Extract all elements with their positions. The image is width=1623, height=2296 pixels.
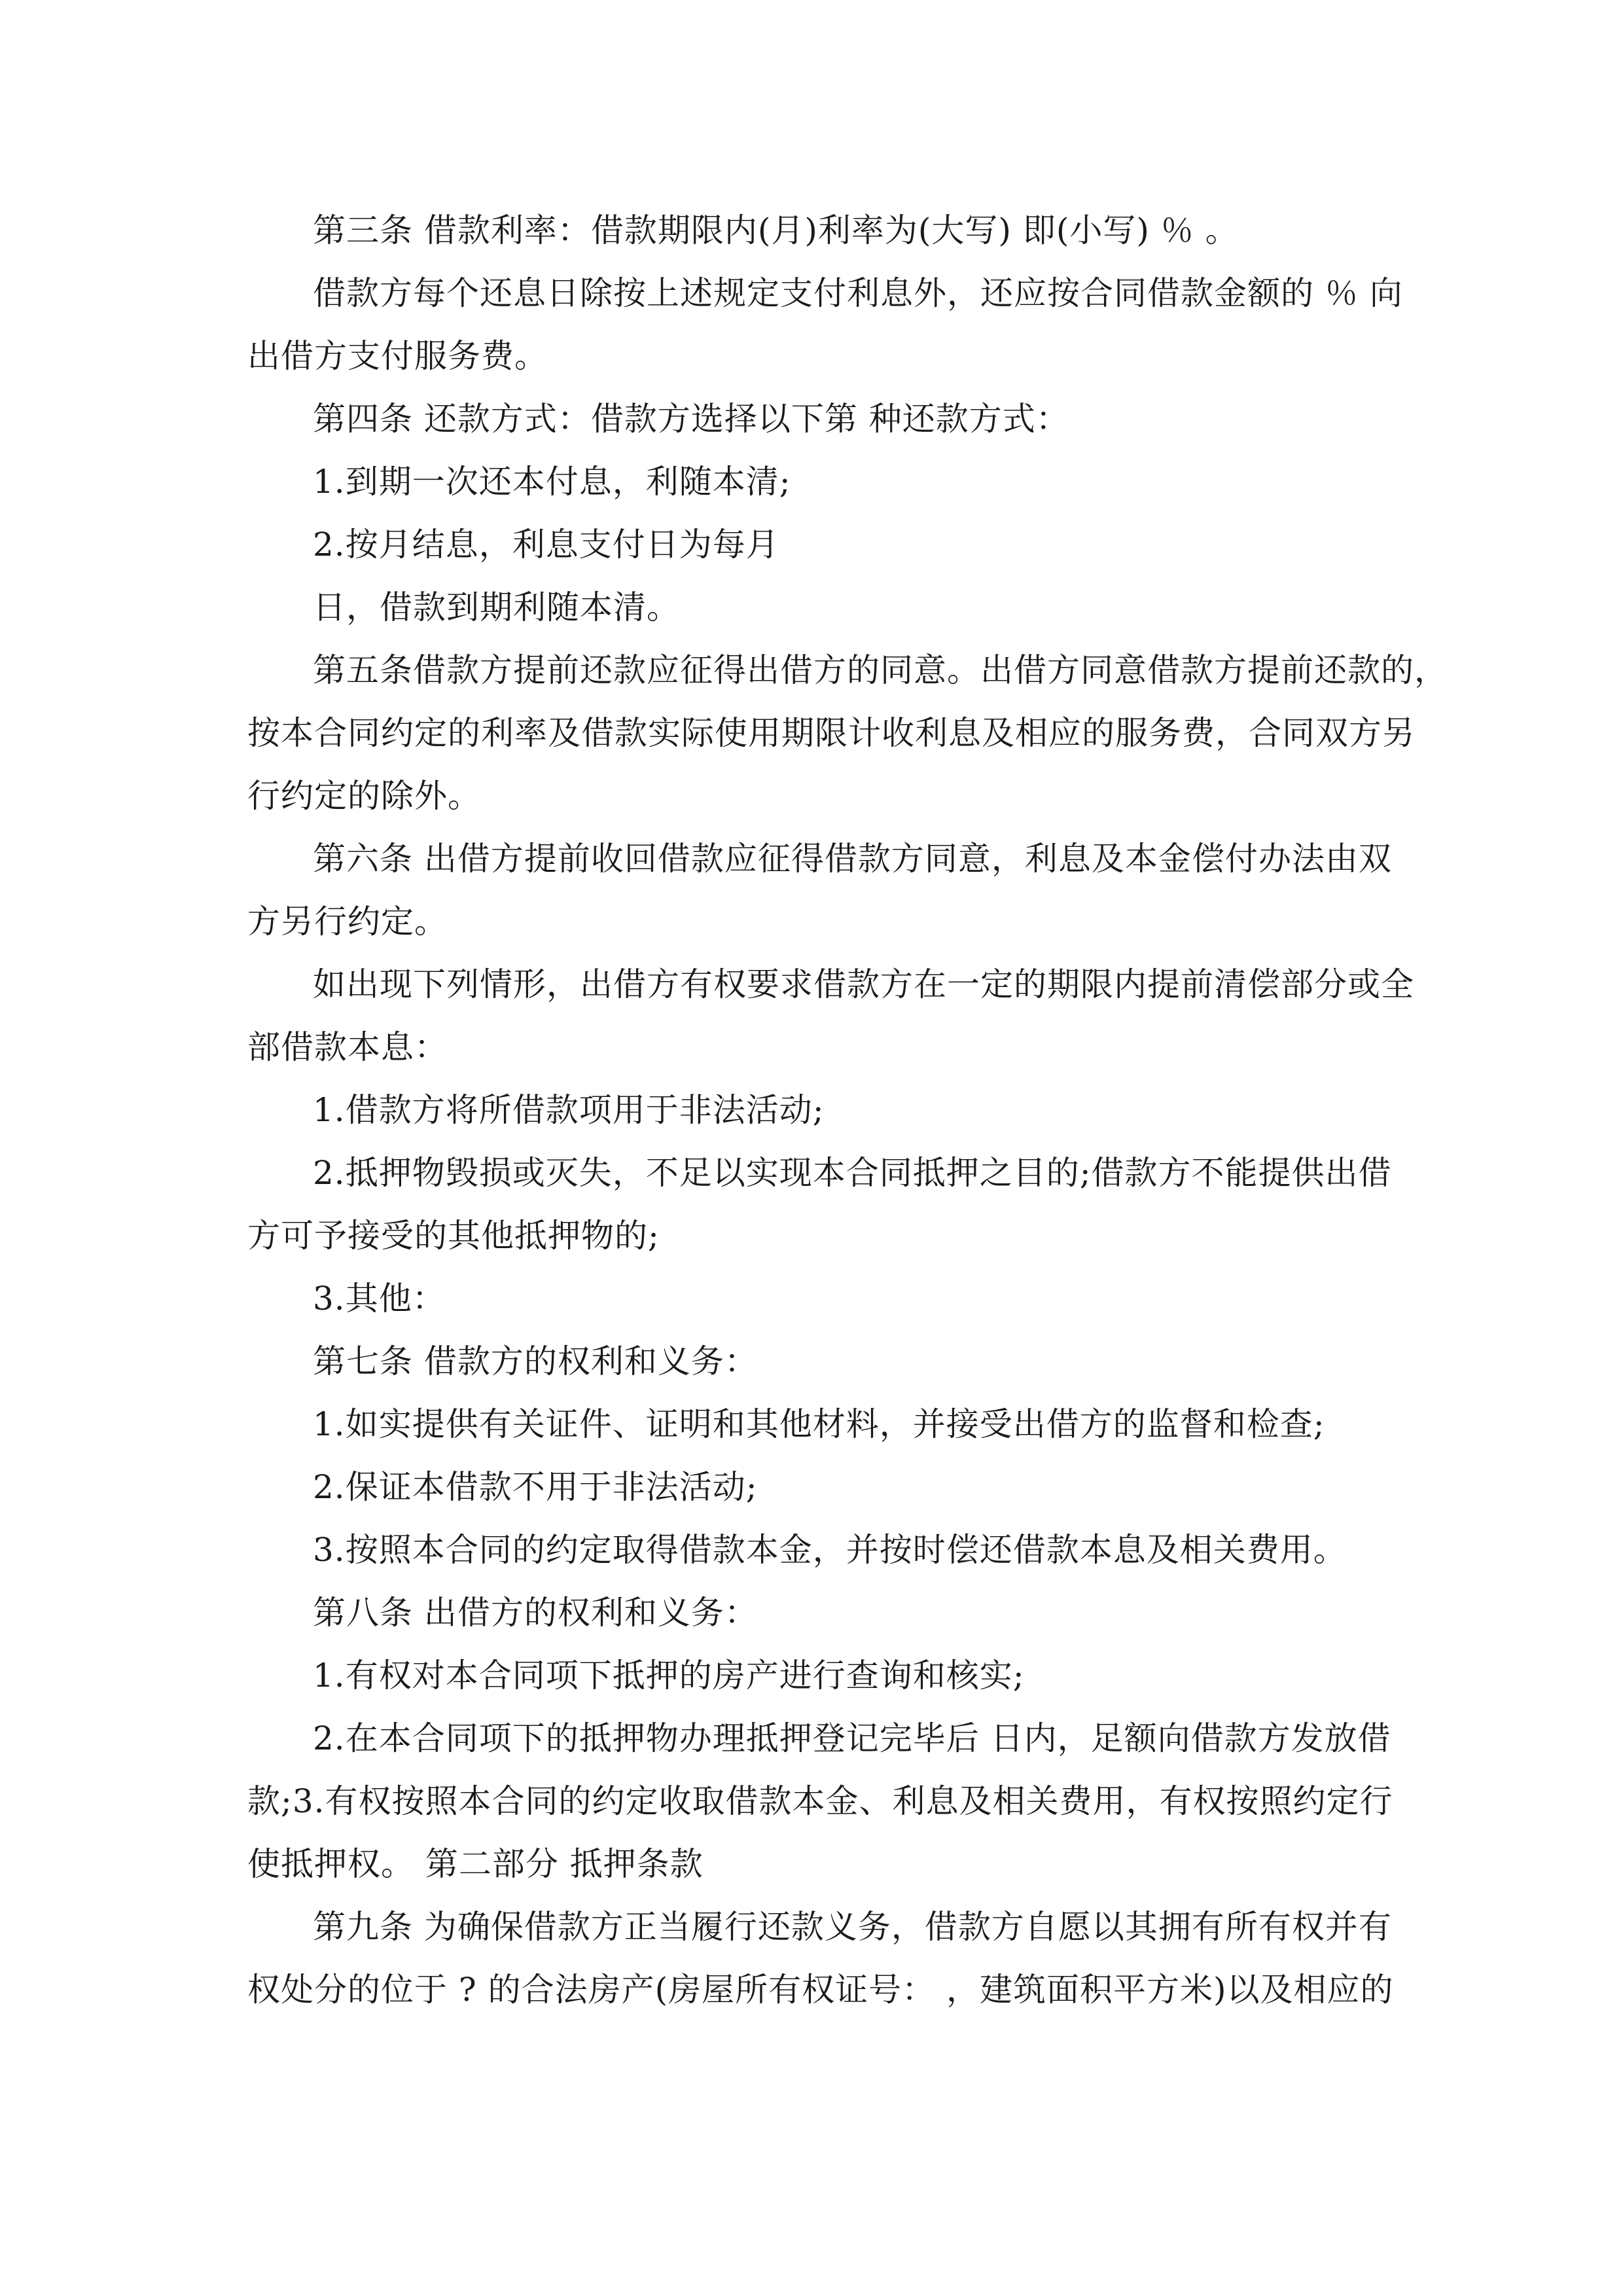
early-repayment-conditions-cont: 部借款本息： (247, 1028, 448, 1066)
article-3-rate: 第三条 借款利率：借款期限内(月)利率为(大写) 即(小写) ％ 。 (313, 211, 1239, 249)
condition-item-2-cont: 方可予接受的其他抵押物的; (247, 1217, 660, 1255)
article-3-service-fee: 借款方每个还息日除按上述规定支付利息外，还应按合同借款金额的 ％ 向 (313, 274, 1403, 312)
article-7-item-1: 1.如实提供有关证件、证明和其他材料，并接受出借方的监督和检查; (313, 1405, 1325, 1443)
article-5-cont-2: 行约定的除外。 (247, 777, 481, 815)
article-4-heading: 第四条 还款方式：借款方选择以下第 种还款方式： (313, 400, 1069, 438)
early-repayment-conditions: 如出现下列情形，出借方有权要求借款方在一定的期限内提前清偿部分或全 (313, 965, 1414, 1003)
article-7-item-3: 3.按照本合同的约定取得借款本金，并按时偿还借款本息及相关费用。 (313, 1531, 1347, 1569)
article-8-item-3: 款;3.有权按照本合同的约定收取借款本金、利息及相关费用，有权按照约定行 (247, 1782, 1393, 1820)
article-4-item-2-cont: 日，借款到期利随本清。 (313, 588, 680, 626)
article-5: 第五条借款方提前还款应征得出借方的同意。出借方同意借款方提前还款的， (313, 651, 1448, 689)
article-3-service-fee-cont: 出借方支付服务费。 (247, 337, 548, 375)
condition-item-2: 2.抵押物毁损或灭失，不足以实现本合同抵押之目的;借款方不能提供出借 (313, 1154, 1392, 1192)
condition-item-1: 1.借款方将所借款项用于非法活动; (313, 1091, 825, 1129)
article-4-item-1: 1.到期一次还本付息，利随本清; (313, 463, 791, 501)
article-8-item-2: 2.在本合同项下的抵押物办理抵押登记完毕后 日内，足额向借款方发放借 (313, 1719, 1391, 1757)
article-5-cont-1: 按本合同约定的利率及借款实际使用期限计收利息及相应的服务费，合同双方另 (247, 714, 1416, 752)
part-2-heading: 使抵押权。 第二部分 抵押条款 (247, 1845, 704, 1883)
article-8-item-1: 1.有权对本合同项下抵押的房产进行查询和核实; (313, 1657, 1025, 1695)
article-9-cont: 权处分的位于 ? 的合法房产(房屋所有权证号： ，建筑面积平方米)以及相应的 (247, 1971, 1394, 2009)
article-4-item-2: 2.按月结息，利息支付日为每月 (313, 526, 779, 564)
article-6: 第六条 出借方提前收回借款应征得借款方同意，利息及本金偿付办法由双 (313, 840, 1392, 878)
article-7-item-2: 2.保证本借款不用于非法活动; (313, 1468, 758, 1506)
article-9: 第九条 为确保借款方正当履行还款义务，借款方自愿以其拥有所有权并有 (313, 1908, 1392, 1946)
article-7-heading: 第七条 借款方的权利和义务： (313, 1342, 758, 1380)
article-6-cont: 方另行约定。 (247, 903, 448, 941)
article-8-heading: 第八条 出借方的权利和义务： (313, 1594, 758, 1632)
condition-item-3: 3.其他： (313, 1280, 446, 1318)
